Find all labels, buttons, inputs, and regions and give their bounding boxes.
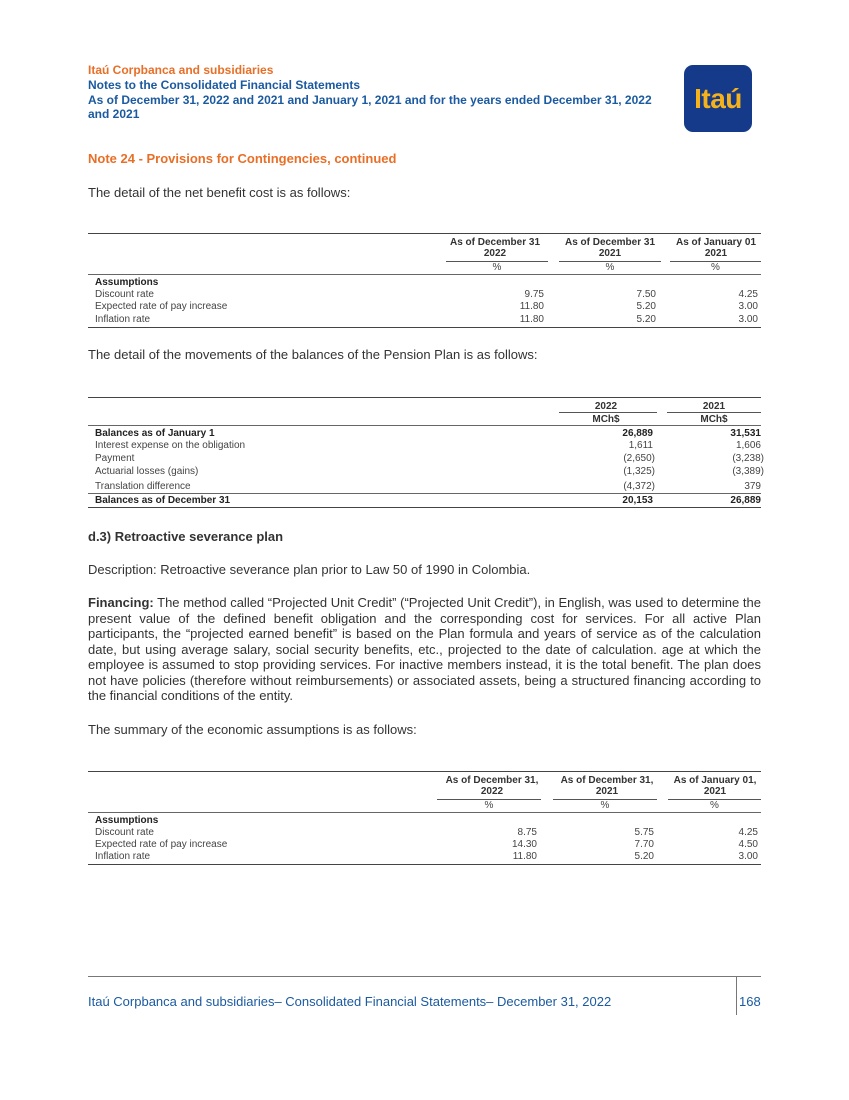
t1-col3-header: As of January 01 2021 (675, 237, 757, 259)
t1-row-label: Inflation rate (95, 314, 151, 325)
section-retroactive-severance: d.3) Retroactive severance plan (88, 529, 284, 544)
t1-row-value: 5.20 (636, 301, 656, 312)
financing-paragraph (88, 595, 761, 704)
t2-row-value: 31,531 (730, 428, 761, 439)
t2-col1-unit: MCh$ (592, 414, 620, 425)
t1-row-value: 5.20 (636, 314, 656, 325)
t1-row-value: 11.80 (519, 301, 544, 312)
t1-col2-unit: % (605, 262, 615, 273)
t2-row-label: Balances as of December 31 (95, 495, 231, 506)
t3-row-value: 4.25 (738, 827, 758, 838)
t1-row-value: 3.00 (738, 301, 758, 312)
t2-row-value: 26,889 (730, 495, 761, 506)
t2-row-value: (3,238) (732, 453, 764, 464)
t3-col3-unit: % (710, 800, 719, 811)
t3-row-value: 7.70 (634, 839, 654, 850)
t1-row-label: Discount rate (95, 289, 154, 300)
t1-section-label: Assumptions (95, 277, 159, 288)
header-line-2: As of December 31, 2022 and 2021 and January 1, 2021 and for the years ended December 31, 2022 (88, 93, 652, 107)
note-title: Note 24 - Provisions for Contingencies, continued (88, 151, 397, 166)
header-line-1: Notes to the Consolidated Financial Statements (88, 78, 361, 92)
t2-row-value: 20,153 (622, 495, 653, 506)
t2-row-label: Actuarial losses (gains) (95, 466, 199, 477)
t1-col1-header: As of December 31 2022 (449, 237, 541, 259)
t3-row-value: 8.75 (517, 827, 537, 838)
page-number: 168 (739, 994, 761, 1009)
t3-row-label: Discount rate (95, 827, 154, 838)
t2-row-label: Interest expense on the obligation (95, 440, 246, 451)
t1-col2-header: As of December 31 2021 (564, 237, 656, 259)
t1-row-value: 11.80 (519, 314, 544, 325)
t3-col1-header: As of December 31, 2022 (445, 775, 539, 797)
t1-row-label: Expected rate of pay increase (95, 301, 228, 312)
t2-col2-unit: MCh$ (700, 414, 728, 425)
t1-col3-unit: % (711, 262, 720, 273)
t3-row-value: 5.20 (634, 851, 654, 862)
t3-row-label: Inflation rate (95, 851, 151, 862)
t2-row-value: 1,606 (735, 440, 761, 451)
t2-row-value: (2,650) (623, 453, 655, 464)
t2-row-label: Translation difference (95, 481, 191, 492)
t2-row-value: 26,889 (622, 428, 653, 439)
t2-row-value: (3,389) (732, 466, 764, 477)
t2-col1-header: 2022 (594, 401, 618, 412)
t3-row-value: 14.30 (511, 839, 537, 850)
t3-col2-header: As of December 31, 2021 (560, 775, 654, 797)
t3-row-label: Expected rate of pay increase (95, 839, 228, 850)
header-line-3: and 2021 (88, 107, 140, 121)
intro-net-benefit-cost: The detail of the net benefit cost is as follows: (88, 185, 351, 200)
t2-row-label: Balances as of January 1 (95, 428, 215, 439)
intro-economic-assumptions: The summary of the economic assumptions is as follows: (88, 722, 417, 737)
t3-col2-unit: % (600, 800, 610, 811)
t1-row-value: 4.25 (738, 289, 758, 300)
t3-section-label: Assumptions (95, 815, 159, 826)
financing-text: The method called “Projected Unit Credit” (“Projected Unit Credit”), in English, was used to determine the present value of the defined benefit obligation and the corresponding cost for services. For all active Plan participants, the “projected earned benefit” is based on the Plan formula and years of service as of the calculation date, but using average salary, social security benefits, etc., projected to the date of calculation. age at which the employee is assumed to stop providing services. For inactive members instead, it is the total benefit. The plan does not have policies (therefore without reimbursements) or associated assets, being a structured financing according to the financial conditions of the entity. (88, 595, 761, 703)
itau-logo: Itaú (684, 65, 752, 132)
intro-pension-plan: The detail of the movements of the balances of the Pension Plan is as follows: (88, 347, 538, 362)
t3-col3-header: As of January 01, 2021 (673, 775, 757, 797)
t1-row-value: 3.00 (738, 314, 758, 325)
t3-row-value: 3.00 (738, 851, 758, 862)
t2-row-value: 379 (744, 481, 761, 492)
t2-row-value: (4,372) (623, 481, 655, 492)
company-name: Itaú Corpbanca and subsidiaries (88, 63, 274, 77)
description-paragraph: Description: Retroactive severance plan prior to Law 50 of 1990 in Colombia. (88, 562, 531, 577)
t1-row-value: 7.50 (636, 289, 656, 300)
t2-row-label: Payment (95, 453, 135, 464)
footer-page-divider (736, 976, 737, 1015)
t3-row-value: 4.50 (738, 839, 758, 850)
t2-row-value: 1,611 (628, 440, 653, 451)
t3-row-value: 11.80 (512, 851, 537, 862)
t3-row-value: 5.75 (634, 827, 654, 838)
t1-col1-unit: % (492, 262, 502, 273)
t2-row-value: (1,325) (623, 466, 655, 477)
footer-divider (88, 976, 761, 977)
t1-row-value: 9.75 (524, 289, 544, 300)
financing-label: Financing: (88, 595, 154, 610)
t2-col2-header: 2021 (702, 401, 726, 412)
footer-text: Itaú Corpbanca and subsidiaries– Consolidated Financial Statements– December 31, 2022 (88, 994, 612, 1009)
t3-col1-unit: % (484, 800, 494, 811)
